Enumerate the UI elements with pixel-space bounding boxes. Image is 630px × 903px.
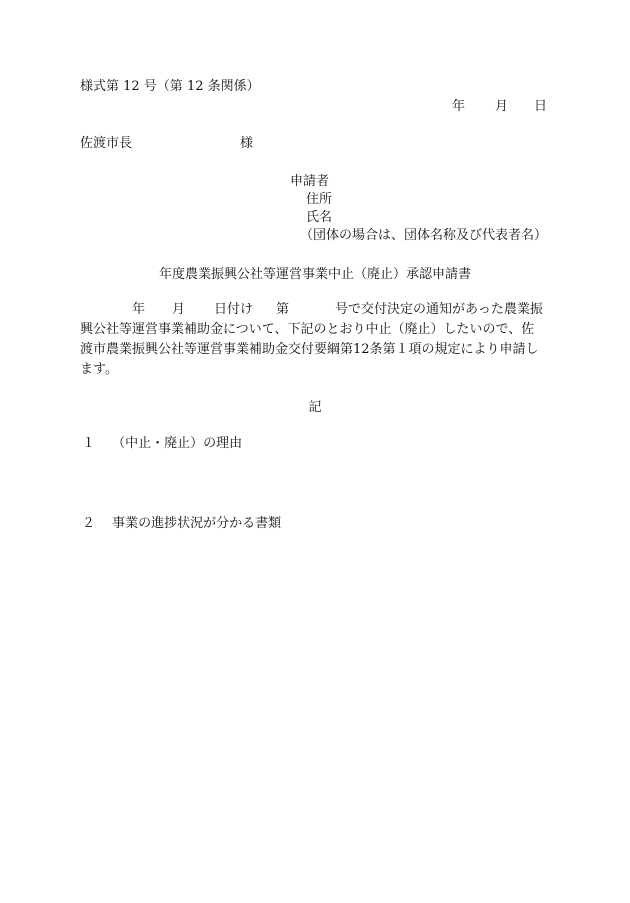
application-body xyxy=(80,300,550,380)
form-number: 様式第 12 号（第 12 条関係） xyxy=(80,79,260,94)
date-day-label: 日 xyxy=(534,99,548,114)
body-line-4: ます。 xyxy=(80,362,118,377)
applicant-heading: 申請者 xyxy=(290,174,330,189)
addressee-honorific: 様 xyxy=(240,136,254,151)
item-text: 事業の進捗状況が分かる書類 xyxy=(112,516,282,531)
item-number: １ xyxy=(82,436,96,451)
date-year-label: 年 xyxy=(452,99,466,114)
applicant-group-note: （団体の場合は、団体名称及び代表者名） xyxy=(300,228,548,243)
list-item xyxy=(82,515,281,533)
body-number-prefix: 第 xyxy=(276,302,290,317)
date-month-label: 月 xyxy=(495,99,509,114)
body-dated-label: 日付け xyxy=(214,302,254,317)
body-line-1 xyxy=(80,300,550,320)
body-line-1-text: 号で交付決定の通知があった農業振 xyxy=(335,302,543,317)
body-line-2: 興公社等運営事業補助金について、下記のとおり中止（廃止）したいので、佐 xyxy=(80,322,535,337)
body-line-3: 渡市農業振興公社等運営事業補助金交付要綱第12条第１項の規定により申請し xyxy=(80,342,539,357)
item-text: （中止・廃止）の理由 xyxy=(112,436,243,451)
addressee-name: 佐渡市長 xyxy=(80,136,133,151)
document-title: 年度農業振興公社等運営事業中止（廃止）承認申請書 xyxy=(158,267,471,282)
applicant-name-label: 氏名 xyxy=(306,210,333,225)
ki-heading: 記 xyxy=(308,400,322,415)
body-month-label: 月 xyxy=(172,302,186,317)
body-year-label: 年 xyxy=(132,302,146,317)
item-number: ２ xyxy=(82,516,96,531)
list-item xyxy=(82,435,242,453)
applicant-address-label: 住所 xyxy=(306,192,333,207)
